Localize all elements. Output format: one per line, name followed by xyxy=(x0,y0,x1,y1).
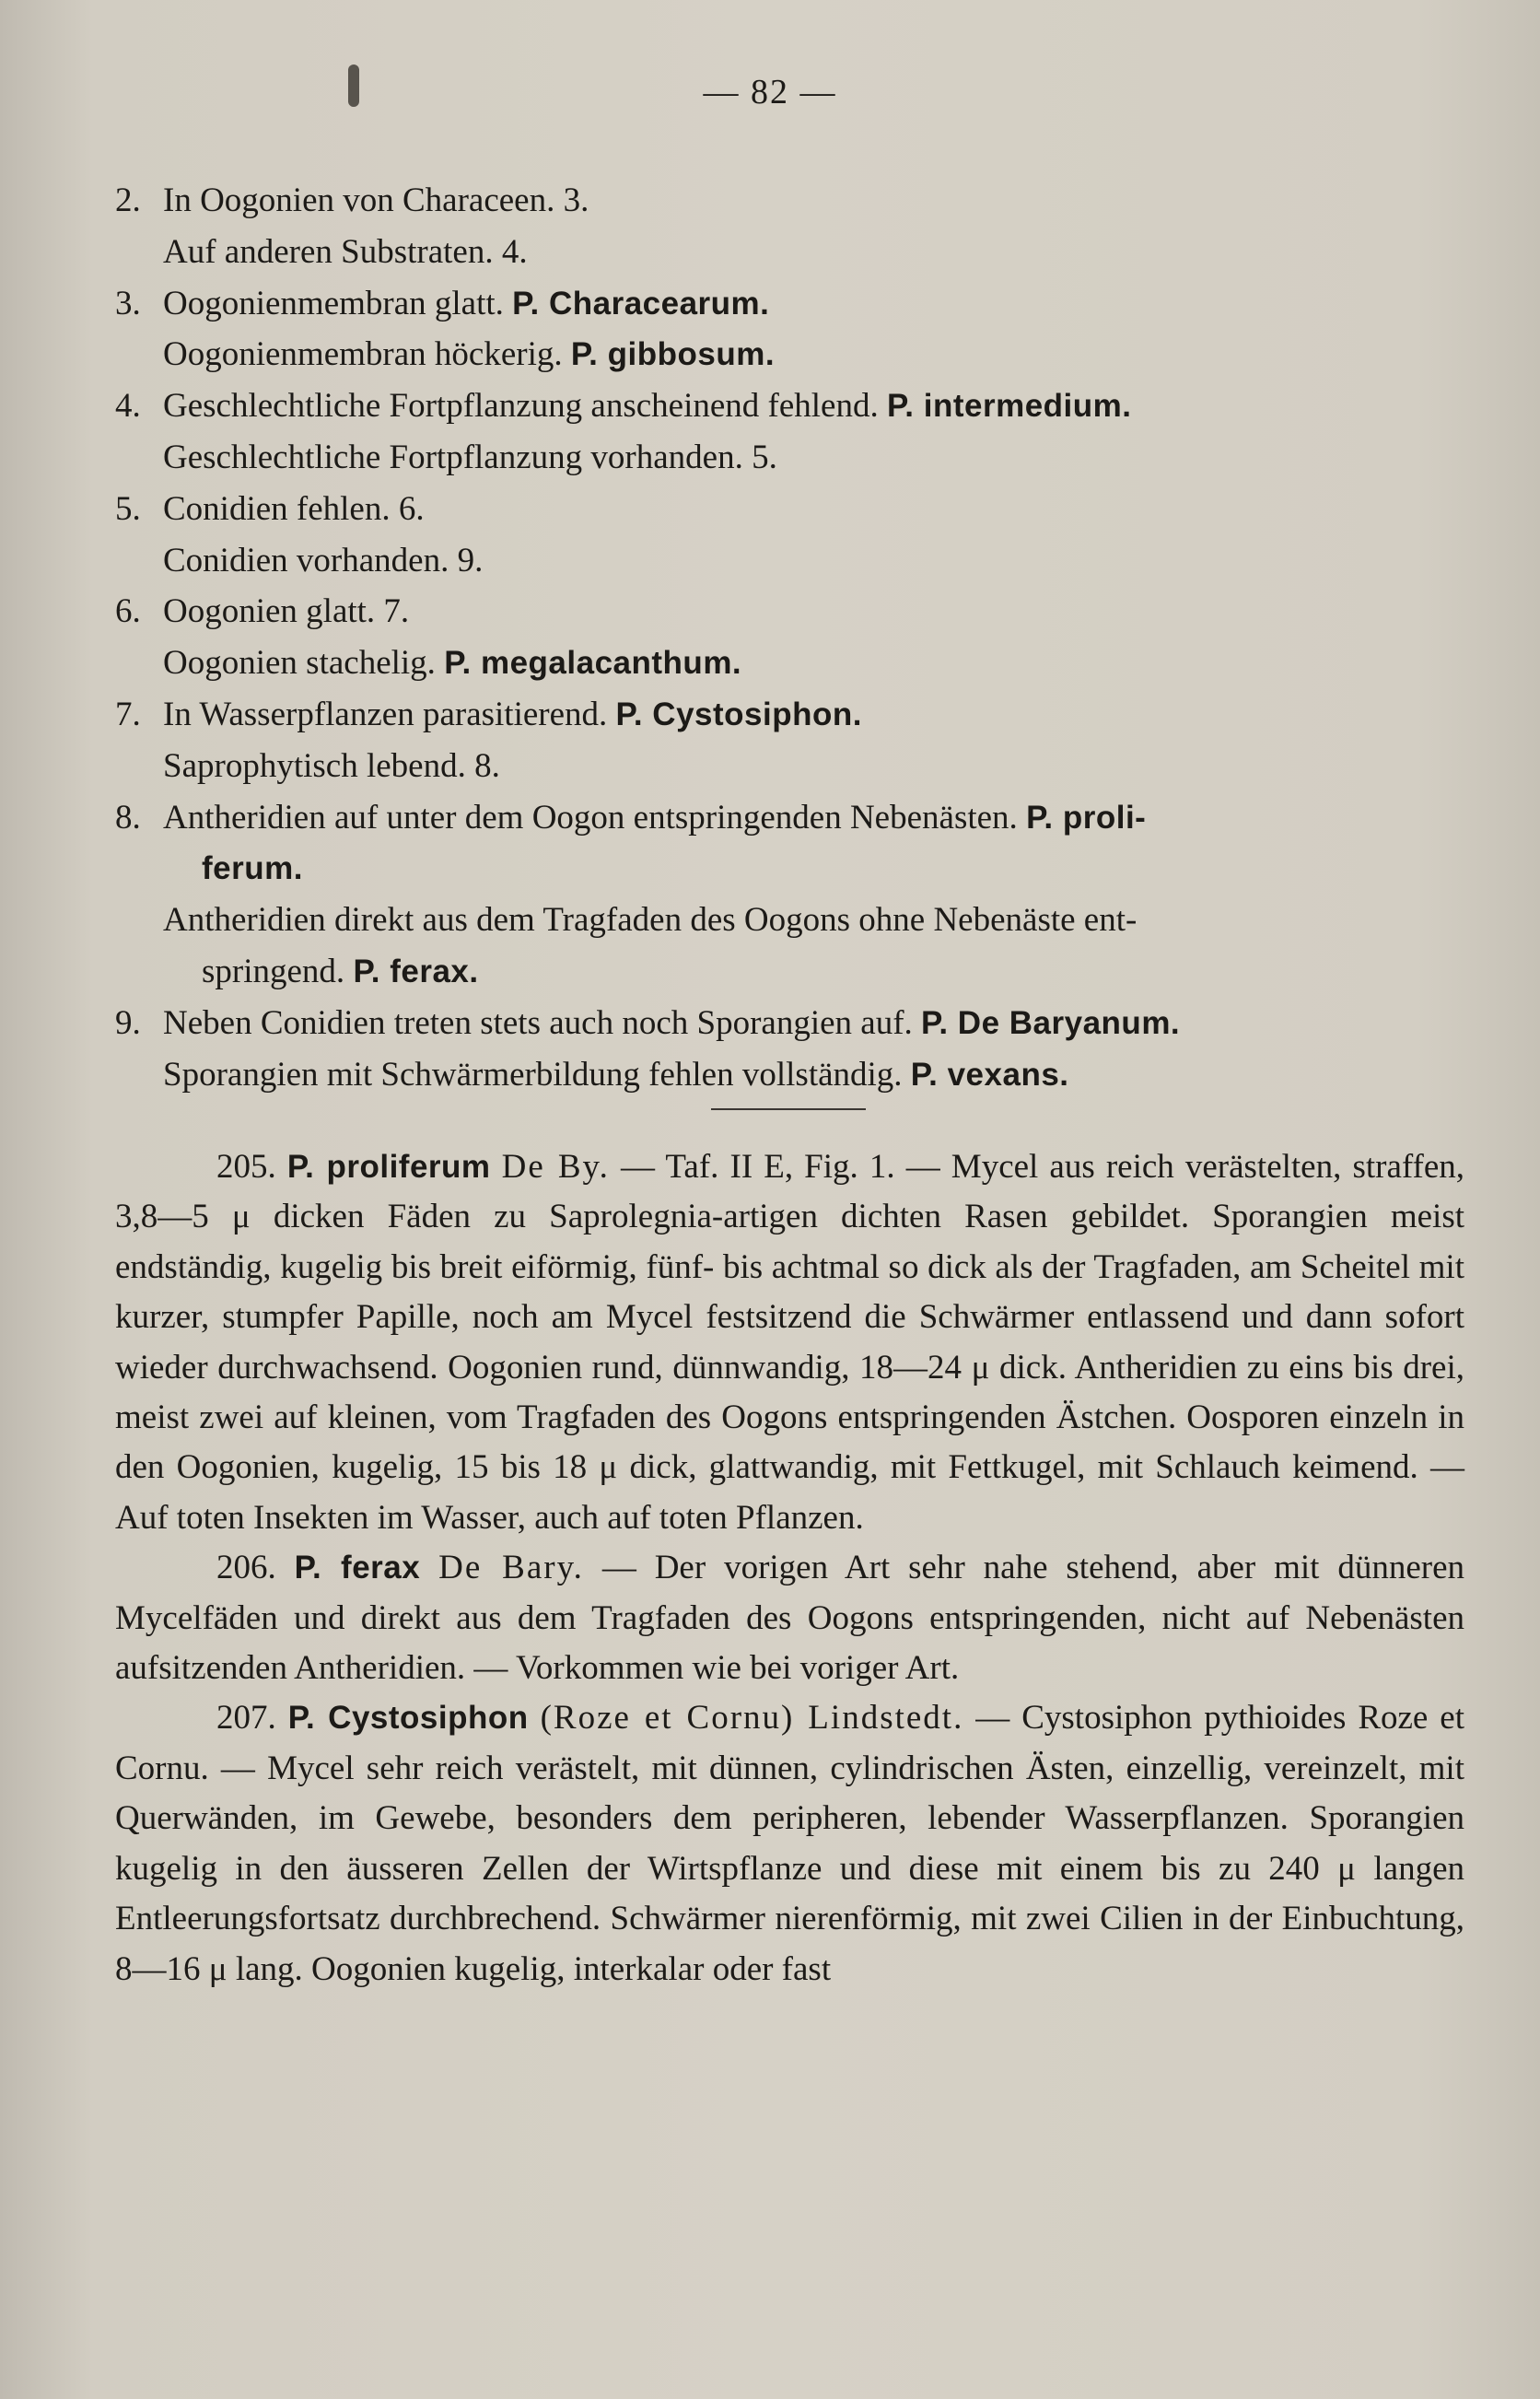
key-text xyxy=(163,689,862,741)
species-entry-206 xyxy=(115,1543,1464,1693)
key-number: 9. xyxy=(115,1003,141,1042)
key-text-part: In Oogonien von Characeen. 3. xyxy=(163,181,589,219)
key-text-part: Saprophytisch lebend. 8. xyxy=(163,746,500,785)
key-row xyxy=(115,329,1474,380)
entry-number: 205. xyxy=(216,1148,276,1186)
entry-species-name: P. ferax xyxy=(294,1550,421,1586)
entry-description: — Cystosiphon pythioides Roze et Cornu. — Mycel sehr reich verästelt, mit dünnen, cylindrischen Ästen, einzellig, vereinzelt, mit Querwänden, im Gewebe, besonders dem peripheren, lebender Wasserpflanzen. Sporangien kugelig in den äusseren Zellen der Wirtspflanze und diese mit einem bis zu 240 μ langen Entleerungsfortsatz durchbrechend. Schwärmer nierenförmig, mit zwei Cilien in der Einbuchtung, 8—16 μ lang. Oogonien kugelig, interkalar oder fast xyxy=(115,1699,1464,1988)
key-text-part: Oogonien glatt. 7. xyxy=(163,592,410,631)
key-species-continued: ferum. xyxy=(202,850,303,887)
species-entry-207 xyxy=(115,1693,1464,1994)
key-number: 8. xyxy=(115,798,141,837)
key-species: P. megalacanthum. xyxy=(444,645,742,682)
key-species: P. Characearum. xyxy=(512,285,770,322)
key-species: P. gibbosum. xyxy=(570,336,776,373)
key-text-part: Conidien vorhanden. 9. xyxy=(163,541,484,579)
key-species: P. proli- xyxy=(1026,799,1147,836)
key-text xyxy=(163,432,777,484)
entry-author: De Bary. xyxy=(438,1549,584,1587)
key-text-part: Conidien fehlen. 6. xyxy=(163,489,425,528)
key-row-9a xyxy=(115,998,1474,1049)
key-text: Neben Conidien treten stets auch noch Sporangien auf. xyxy=(163,1003,922,1042)
key-row xyxy=(115,586,1474,638)
key-row xyxy=(115,741,1474,792)
key-text-continued: springend. xyxy=(202,952,354,990)
section-divider xyxy=(711,1108,866,1110)
key-number: 4. xyxy=(115,387,141,426)
key-text xyxy=(163,535,483,587)
key-row xyxy=(115,227,1474,278)
entry-number: 207. xyxy=(216,1699,276,1738)
entry-author: (Roze et Cornu) Lindstedt. xyxy=(540,1699,964,1738)
entry-description: — Taf. II E, Fig. 1. — Mycel aus reich verästelten, straffen, 3,8—5 μ dicken Fäden zu Saprolegnia-artigen dichten Rasen gebildet. Sporangien meist endständig, kugelig bis breit eiförmig, fünf- bis achtmal so dick als der Tragfaden, am Scheitel mit kurzer, stumpfer Papille, noch am Mycel festsitzend die Schwärmer entlassend und dann sofort wieder durchwachsend. Oogonien rund, dünnwandig, 18—24 μ dick. Antheridien zu eins bis drei, meist zwei auf kleinen, vom Tragfaden des Oogons entspringenden Ästchen. Oosporen einzeln in den Oogonien, kugelig, 15 bis 18 μ dick, glattwandig, mit Fettkugel, mit Schlauch keimend. — Auf toten Insekten im Wasser, auch auf toten Pflanzen. xyxy=(115,1148,1465,1537)
key-text xyxy=(163,380,1132,432)
key-number: 3. xyxy=(115,284,141,322)
entry-number: 206. xyxy=(216,1549,276,1587)
key-text-part: Auf anderen Substraten. 4. xyxy=(163,232,528,271)
key-text xyxy=(163,278,769,330)
key-number: 2. xyxy=(115,181,141,219)
key-text xyxy=(163,227,528,278)
key-text xyxy=(163,484,425,535)
entry-description: — Der vorigen Art sehr nahe stehend, aber mit dünneren Mycelfäden und direkt aus dem Tragfaden des Oogons entspringenden, nicht auf Nebenästen aufsitzenden Antheridien. — Vorkommen wie bei voriger Art. xyxy=(115,1549,1465,1688)
species-entry-205 xyxy=(115,1142,1464,1543)
key-species: P. intermedium. xyxy=(886,388,1132,425)
species-descriptions xyxy=(115,1142,1464,1995)
key-row-8a xyxy=(115,792,1474,895)
key-text xyxy=(163,741,500,792)
key-text: Antheridien auf unter dem Oogon entspringenden Nebenästen. xyxy=(163,798,1027,837)
key-text-part: Geschlechtliche Fortpflanzung anscheinend fehlend. xyxy=(163,387,887,426)
key-row-9b xyxy=(115,1049,1474,1101)
entry-species-name: P. Cystosiphon xyxy=(287,1700,529,1737)
key-text: Antheridien direkt aus dem Tragfaden des Oogons ohne Nebenäste ent- xyxy=(163,901,1138,940)
page-number: — 82 — xyxy=(703,73,837,111)
key-row xyxy=(115,689,1474,741)
key-text: Sporangien mit Schwärmerbildung fehlen vollständig. xyxy=(163,1055,911,1094)
key-number: 6. xyxy=(115,592,141,631)
key-row xyxy=(115,380,1474,432)
key-text xyxy=(163,175,589,227)
key-text xyxy=(163,586,409,638)
key-text-part: Oogonienmembran glatt. xyxy=(163,284,513,322)
key-species: P. ferax. xyxy=(353,953,479,989)
key-row xyxy=(115,484,1474,535)
key-row xyxy=(115,278,1474,330)
key-species: P. De Baryanum. xyxy=(921,1004,1181,1041)
key-row xyxy=(115,638,1474,689)
key-text xyxy=(163,329,775,380)
key-species: P. Cystosiphon. xyxy=(615,696,862,732)
key-number: 7. xyxy=(115,695,141,733)
entry-author: De By. xyxy=(501,1148,610,1186)
identification-key xyxy=(115,175,1474,1100)
key-number: 5. xyxy=(115,489,141,528)
entry-species-name: P. proliferum xyxy=(286,1149,491,1185)
key-text-part: In Wasserpflanzen parasitierend. xyxy=(163,695,616,733)
key-row xyxy=(115,432,1474,484)
key-species: P. vexans. xyxy=(910,1056,1069,1093)
key-text-part: Geschlechtliche Fortpflanzung vorhanden. 5. xyxy=(163,438,777,476)
key-row-8b xyxy=(115,895,1474,998)
key-row xyxy=(115,175,1474,227)
key-text xyxy=(163,638,741,689)
key-row xyxy=(115,535,1474,587)
key-text-part: Oogonien stachelig. xyxy=(163,644,445,683)
key-text-part: Oogonienmembran höckerig. xyxy=(163,335,571,374)
